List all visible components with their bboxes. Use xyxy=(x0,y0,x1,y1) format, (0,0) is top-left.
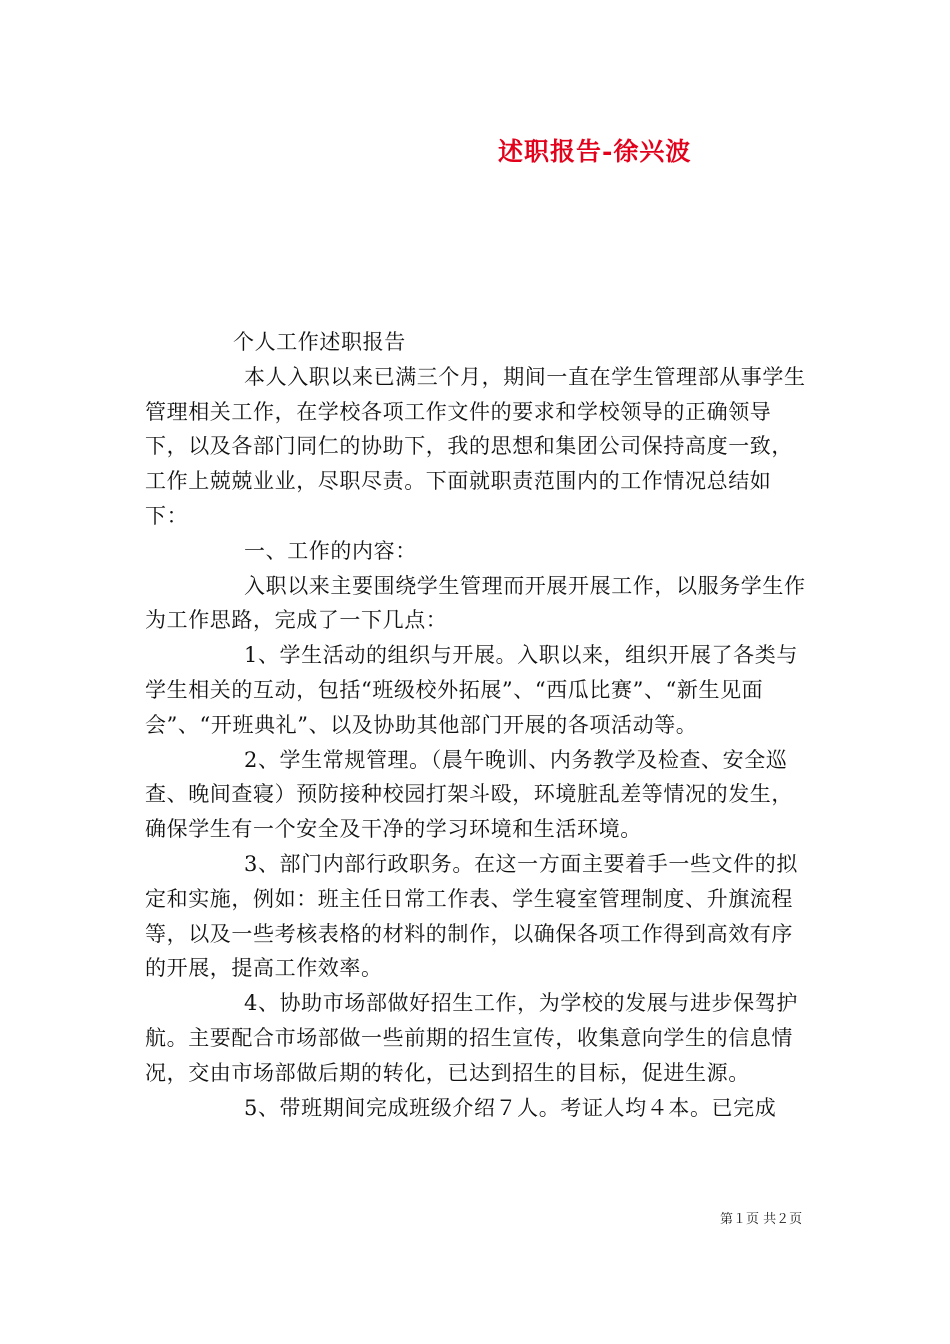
list-item: 5、带班期间完成班级介绍７人。考证人均４本。已完成 xyxy=(244,1095,777,1120)
list-item: 3、部门内部行政职务。在这一方面主要着手一些文件的拟定和实施，例如：班主任日常工作表、学生寝室管理制度、升旗流程等，以及一些考核表格的材料的制作，以确保各项工作得到高效有序的开展，提高工作效率。 xyxy=(145,851,798,981)
list-item: 2、学生常规管理。（晨午晚训、内务教学及检查、安全巡查、晚间查寝）预防接种校园打架斗殴，环境脏乱差等情况的发生，确保学生有一个安全及干净的学习环境和生活环境。 xyxy=(145,747,793,842)
body-paragraph: 本人入职以来已满三个月，期间一直在学生管理部从事学生管理相关工作，在学校各项工作文件的要求和学校领导的正确领导下，以及各部门同仁的协助下，我的思想和集团公司保持高度一致，工作上兢兢业业，尽职尽责。下面就职责范围内的工作情况总结如下： xyxy=(145,364,806,528)
report-subheading: 个人工作述职报告 xyxy=(233,330,406,354)
document-body xyxy=(145,325,810,1125)
list-item: 4、协助市场部做好招生工作，为学校的发展与进步保驾护航。主要配合市场部做一些前期的招生宣传，收集意向学生的信息情况，交由市场部做后期的转化，已达到招生的目标，促进生源。 xyxy=(145,991,798,1085)
body-paragraph: 入职以来主要围绕学生管理而开展开展工作，以服务学生作为工作思路，完成了一下几点： xyxy=(145,573,806,633)
section-heading: 一、工作的内容： xyxy=(244,538,417,563)
document-title: 述职报告-徐兴波 xyxy=(498,137,692,166)
list-item: 1、学生活动的组织与开展。入职以来，组织开展了各类与学生相关的互动，包括“班级校外拓展”、“西瓜比赛”、“新生见面会”、“开班典礼”、以及协助其他部门开展的各项活动等。 xyxy=(145,643,798,737)
page-number-footer: 第１页 共２页 xyxy=(720,1212,803,1227)
